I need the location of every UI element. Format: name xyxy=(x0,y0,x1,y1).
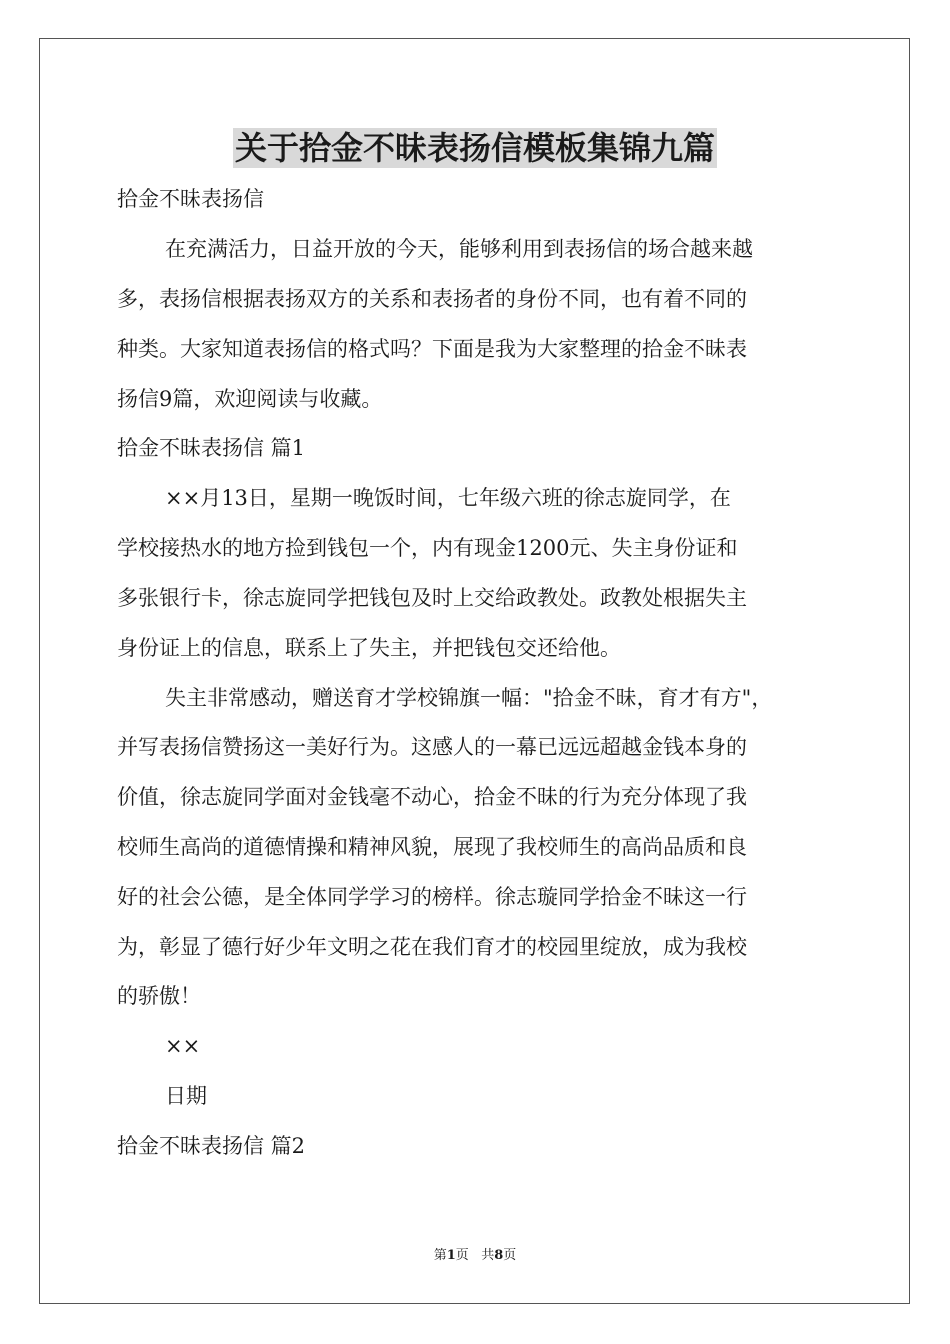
paragraph-line: 在充满活力，日益开放的今天，能够利用到表扬信的场合越来越 xyxy=(165,237,753,261)
footer-page-suffix: 页 xyxy=(455,1248,469,1263)
footer-total-prefix: 共 xyxy=(481,1248,495,1263)
title-container xyxy=(0,128,950,168)
paragraph-line: 身份证上的信息，联系上了失主，并把钱包交还给他。 xyxy=(117,636,621,660)
footer-page-number: 1 xyxy=(446,1248,456,1263)
page-footer xyxy=(0,1247,950,1265)
paragraph-line: 并写表扬信赞扬这一美好行为。这感人的一幕已远远超越金钱本身的 xyxy=(117,735,747,759)
doc-heading: 拾金不昧表扬信 xyxy=(117,187,264,211)
paragraph-line: 校师生高尚的道德情操和精神风貌，展现了我校师生的高尚品质和良 xyxy=(117,835,747,859)
section-heading: 拾金不昧表扬信 篇1 xyxy=(117,436,306,460)
paragraph-line: 学校接热水的地方捡到钱包一个，内有现金1200元、失主身份证和 xyxy=(117,536,738,560)
page-border xyxy=(39,38,910,1304)
footer-prefix: 第 xyxy=(433,1248,447,1263)
signature: ×× xyxy=(165,1034,201,1058)
paragraph-line: 多，表扬信根据表扬双方的关系和表扬者的身份不同，也有着不同的 xyxy=(117,287,747,311)
footer-total-suffix: 页 xyxy=(503,1248,517,1263)
date-line: 日期 xyxy=(165,1084,207,1108)
paragraph-line: 为，彰显了德行好少年文明之花在我们育才的校园里绽放，成为我校 xyxy=(117,935,747,959)
document-title: 关于拾金不昧表扬信模板集锦九篇 xyxy=(234,129,715,167)
paragraph-line: 扬信9篇，欢迎阅读与收藏。 xyxy=(117,387,383,411)
paragraph-line: 的骄傲！ xyxy=(117,984,201,1008)
section-heading: 拾金不昧表扬信 篇2 xyxy=(117,1134,306,1158)
paragraph-line: 价值，徐志旋同学面对金钱毫不动心，拾金不昧的行为充分体现了我 xyxy=(117,785,747,809)
paragraph-line: 多张银行卡，徐志旋同学把钱包及时上交给政教处。政教处根据失主 xyxy=(117,586,747,610)
paragraph-line: 失主非常感动，赠送育才学校锦旗一幅："拾金不昧，育才有方"， xyxy=(165,686,773,710)
paragraph-line: 种类。大家知道表扬信的格式吗？下面是我为大家整理的拾金不昧表 xyxy=(117,337,747,361)
paragraph-line: ××月13日，星期一晚饭时间，七年级六班的徐志旋同学，在 xyxy=(165,486,731,510)
paragraph-line: 好的社会公德，是全体同学学习的榜样。徐志璇同学拾金不昧这一行 xyxy=(117,885,747,909)
footer-total-pages: 8 xyxy=(494,1248,504,1263)
